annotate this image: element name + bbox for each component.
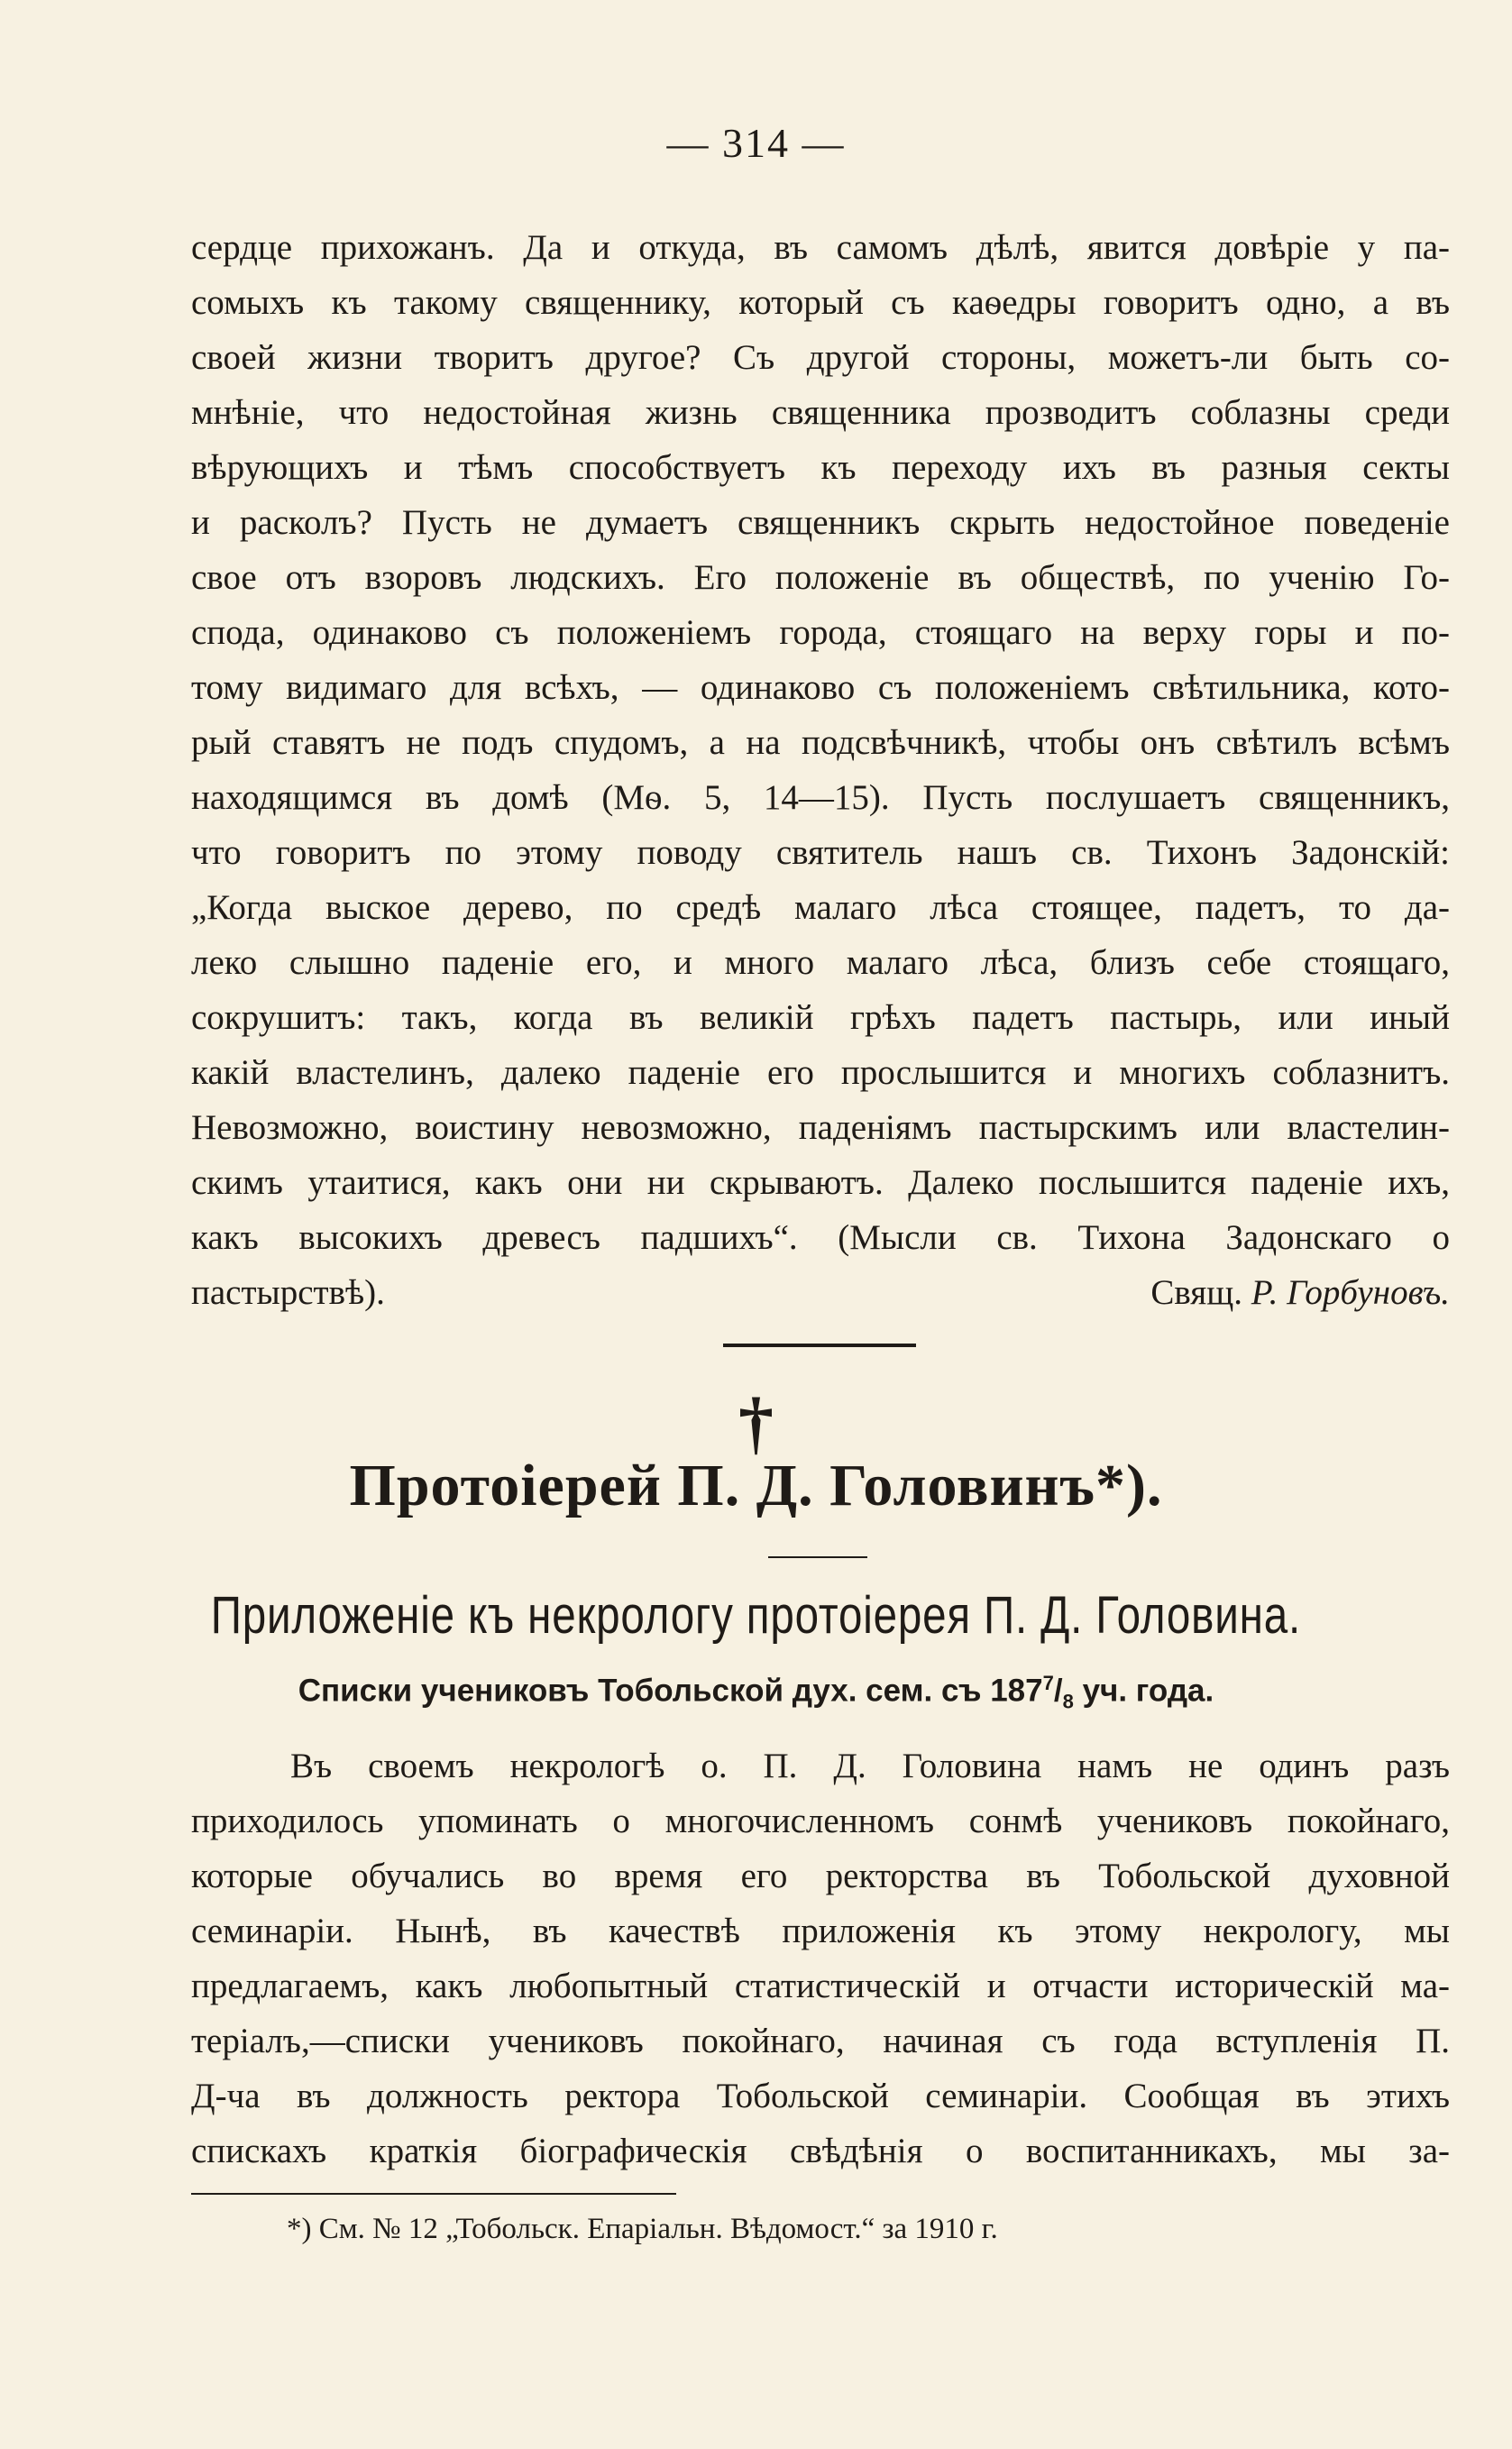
text-line: и расколъ? Пусть не думаетъ священникъ скрыть недостойное поведеніе <box>191 503 1450 542</box>
article-subtitle: Приложеніе къ некрологу протоіерея П. Д. Головина. <box>210 1586 1302 1645</box>
first-section-text <box>191 220 1450 1320</box>
signature-prefix: Свящ. <box>1150 1273 1242 1312</box>
text-line: тому видимаго для всѣхъ, — одинаково съ положеніемъ свѣтильника, кото- <box>191 668 1450 707</box>
text-line: Въ своемъ некрологѣ о. П. Д. Головина намъ не одинъ разъ <box>290 1747 1450 1785</box>
text-line: Д-ча въ должность ректора Тобольской семинаріи. Сообщая въ этихъ <box>191 2077 1450 2115</box>
signature-row <box>191 1265 1450 1320</box>
text-line: семинаріи. Нынѣ, въ качествѣ приложенія къ этому некрологу, мы <box>191 1912 1450 1950</box>
text-line: что говоритъ по этому поводу святитель нашъ св. Тихонъ Задонскій: <box>191 833 1450 872</box>
text-line: которые обучались во время его ректорства въ Тобольской духовной <box>191 1857 1450 1895</box>
text-line: предлагаемъ, какъ любопытный статистическій и отчасти историческій ма- <box>191 1967 1450 2005</box>
cross-symbol: † <box>738 1383 774 1462</box>
text-line: мнѣніе, что недостойная жизнь священника прозводитъ соблазны среди <box>191 393 1450 432</box>
text-line: спискахъ краткія біографическія свѣдѣнія о воспитанникахъ, мы за- <box>191 2132 1450 2170</box>
text-line: сердце прихожанъ. Да и откуда, въ самомъ дѣлѣ, явится довѣріе у па- <box>191 228 1450 267</box>
article-title: Протоіерей П. Д. Головинъ*). <box>349 1453 1163 1518</box>
text-line: леко слышно паденіе его, и много малаго лѣса, близъ себе стоящаго, <box>191 943 1450 982</box>
section-divider <box>723 1344 916 1347</box>
footnote-divider <box>191 2193 676 2195</box>
text-line: рый ставятъ не подъ спудомъ, а на подсвѣчникѣ, чтобы онъ свѣтилъ всѣмъ <box>191 723 1450 762</box>
fraction-denominator: 8 <box>1062 1690 1074 1713</box>
text-line: Невозможно, воистину невозможно, паденіямъ пастырскимъ или властелин- <box>191 1108 1450 1147</box>
list-heading-prefix: Списки учениковъ Тобольской дух. сем. съ 187 <box>298 1673 1043 1709</box>
text-line: свое отъ взоровъ людскихъ. Его положеніе въ обществѣ, по ученію Го- <box>191 558 1450 597</box>
fraction-slash: / <box>1053 1673 1063 1709</box>
list-heading-suffix: уч. года. <box>1073 1673 1214 1709</box>
text-line: своей жизни творитъ другое? Съ другой стороны, можетъ-ли быть со- <box>191 338 1450 377</box>
text-line: теріалъ,—списки учениковъ покойнаго, начиная съ года вступленія П. <box>191 2022 1450 2060</box>
closing-text: пастырствѣ). <box>191 1273 385 1312</box>
text-line: вѣрующихъ и тѣмъ способствуетъ къ переходу ихъ въ разныя секты <box>191 448 1450 487</box>
list-heading <box>0 1672 1512 1714</box>
fraction-numerator: 7 <box>1042 1672 1054 1694</box>
page-number: — 314 — <box>666 120 846 166</box>
title-divider <box>768 1556 867 1558</box>
text-line: „Когда выское дерево, по средѣ малаго лѣса стоящее, падетъ, то да- <box>191 888 1450 927</box>
text-line: скимъ утаитися, какъ они ни скрываютъ. Далеко послышится паденіе ихъ, <box>191 1163 1450 1202</box>
text-line: какій властелинъ, далеко паденіе его прослышится и многихъ соблазнитъ. <box>191 1053 1450 1092</box>
author-signature <box>1150 1265 1450 1320</box>
second-section-text <box>191 1738 1450 2178</box>
text-line: сокрушитъ: такъ, когда въ великій грѣхъ падетъ пастырь, или иный <box>191 998 1450 1037</box>
text-line: сомыхъ къ такому священнику, который съ каѳедры говоритъ одно, а въ <box>191 283 1450 322</box>
signature-name: Р. Горбуновъ. <box>1251 1273 1450 1312</box>
text-line: какъ высокихъ древесъ падшихъ“. (Мысли св. Тихона Задонскаго о <box>191 1218 1450 1257</box>
footnote: *) См. № 12 „Тобольск. Епаріальн. Вѣдомост.“ за 1910 г. <box>287 2213 998 2245</box>
text-line: спода, одинаково съ положеніемъ города, стоящаго на верху горы и по- <box>191 613 1450 652</box>
text-line: приходилось упоминать о многочисленномъ сонмѣ учениковъ покойнаго, <box>191 1802 1450 1840</box>
text-line: находящимся въ домѣ (Мѳ. 5, 14—15). Пусть послушаетъ священникъ, <box>191 778 1450 817</box>
